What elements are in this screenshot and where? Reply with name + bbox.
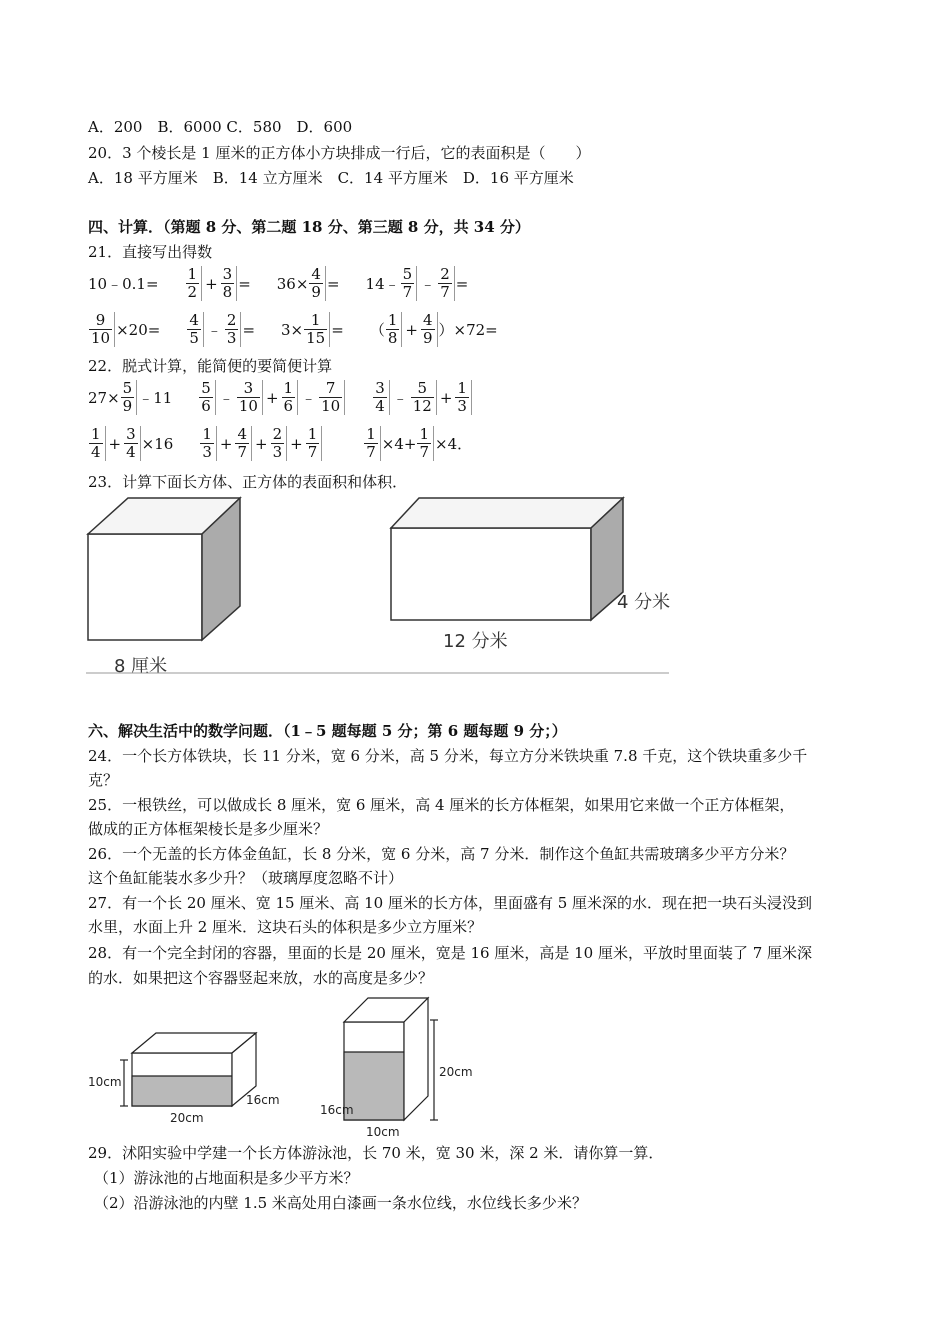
q29-part2: （2）沿游泳池的内壁 1.5 米高处用白漆画一条水位线，水位线长多少米？ bbox=[94, 1194, 587, 1212]
fraction: $\frac{1}{2}$ bbox=[186, 266, 203, 301]
fraction: $\frac{3}{4}$ bbox=[124, 426, 141, 461]
fraction: $\frac{1}{4}$ bbox=[89, 426, 106, 461]
fraction: $\frac{2}{7}$ bbox=[438, 266, 455, 301]
tall-height-label: 20cm bbox=[439, 1065, 473, 1079]
fraction: $\frac{5}{7}$ bbox=[401, 266, 418, 301]
fraction: $\frac{4}{7}$ bbox=[235, 426, 252, 461]
fraction: $\frac{7}{10}$ bbox=[319, 380, 345, 415]
q28-figure bbox=[86, 990, 476, 1140]
q19-options: A．200 B．6000 C．580 D．600 bbox=[88, 118, 353, 136]
q21-stem: 21．直接写出得数 bbox=[88, 243, 213, 261]
q23-figure bbox=[86, 492, 671, 682]
fraction: $\frac{9}{10}$ bbox=[89, 312, 115, 347]
q24-line2: 克？ bbox=[88, 771, 119, 789]
flat-height-label: 10cm bbox=[88, 1075, 122, 1089]
q27-line1: 27．有一个长 20 厘米、宽 15 厘米、高 10 厘米的长方体，里面盛有 5 厘米深的水．现在把一块石头浸没到 bbox=[88, 894, 813, 912]
q26-line1: 26．一个无盖的长方体金鱼缸，长 8 分米，宽 6 分米，高 7 分米．制作这个鱼缸共需玻璃多少平方分米？ bbox=[88, 845, 795, 863]
fraction: $\frac{4}{9}$ bbox=[309, 266, 326, 301]
fraction: $\frac{1}{3}$ bbox=[455, 380, 472, 415]
fraction: $\frac{1}{8}$ bbox=[386, 312, 403, 347]
q22-stem: 22．脱式计算，能简便的要简便计算 bbox=[88, 357, 333, 375]
fraction: $\frac{1}{3}$ bbox=[200, 426, 217, 461]
q24-line1: 24．一个长方体铁块，长 11 分米，宽 6 分米，高 5 分米，每立方分米铁块重 7.8 千克，这个铁块重多少千 bbox=[88, 747, 808, 765]
cuboid-length-label: 12 分米 bbox=[443, 631, 508, 652]
q28-line2: 的水．如果把这个容器竖起来放，水的高度是多少？ bbox=[88, 969, 434, 987]
cuboid-shape bbox=[391, 498, 623, 620]
q25-line2: 做成的正方体框架棱长是多少厘米？ bbox=[88, 820, 329, 838]
tall-length-label: 10cm bbox=[366, 1125, 400, 1139]
cube-edge-label: 8 厘米 bbox=[114, 656, 168, 677]
q25-line1: 25．一根铁丝，可以做成长 8 厘米，宽 6 厘米，高 4 厘米的长方体框架，如果用它来做一个正方体框架， bbox=[88, 796, 795, 814]
q23-stem: 23．计算下面长方体、正方体的表面积和体积． bbox=[88, 473, 408, 491]
fraction: $\frac{5}{9}$ bbox=[121, 380, 138, 415]
fraction: $\frac{3}{4}$ bbox=[373, 380, 390, 415]
fraction: $\frac{2}{3}$ bbox=[271, 426, 288, 461]
fraction: $\frac{5}{12}$ bbox=[411, 380, 437, 415]
q28-line1: 28．有一个完全封闭的容器，里面的长是 20 厘米，宽是 16 厘米，高是 10 厘米，平放时里面装了 7 厘米深 bbox=[88, 944, 813, 962]
fraction: $\frac{3}{8}$ bbox=[221, 266, 238, 301]
q21-row2: $\frac{9}{10}$ ×20= $\frac{4}{5}$ ﹣ $\frac{2}{3}$ = 3× $\frac{1}{15}$ = （ $\frac{1}{8}$ + $\frac{4}{9}$ ）×72= bbox=[91, 311, 498, 347]
q20-options: A．18 平方厘米 B．14 立方厘米 C．14 平方厘米 D．16 平方厘米 bbox=[88, 169, 574, 187]
fraction: $\frac{1}{7}$ bbox=[306, 426, 323, 461]
flat-length-label: 20cm bbox=[170, 1111, 204, 1125]
cube-shape bbox=[88, 498, 240, 640]
fraction: $\frac{2}{3}$ bbox=[225, 312, 242, 347]
q21-row1: 10﹣0.1= $\frac{1}{2}$ + $\frac{3}{8}$ = 36× $\frac{4}{9}$ = 14﹣ $\frac{5}{7}$ ﹣ $\frac{2}{7}$ = bbox=[88, 265, 469, 301]
fraction: $\frac{1}{6}$ bbox=[282, 380, 299, 415]
q22-row1: 27× $\frac{5}{9}$ ﹣11 $\frac{5}{6}$ ﹣ $\frac{3}{10}$ + $\frac{1}{6}$ ﹣ $\frac{7}{10}$ $\frac{3}{4}$ ﹣ $\frac{5}{12}$ + $\frac{1}{3}$ bbox=[88, 380, 473, 415]
q26-line2: 这个鱼缸能装水多少升？（玻璃厚度忽略不计） bbox=[88, 869, 404, 887]
q22-row2: $\frac{1}{4}$ + $\frac{3}{4}$ ×16 $\frac{1}{3}$ + $\frac{4}{7}$ + $\frac{2}{3}$ + $\frac{1}{7}$ $\frac{1}{7}$ ×4+ $\frac{1}{7}$ ×4． bbox=[91, 425, 473, 461]
tall-container bbox=[344, 998, 438, 1120]
flat-container bbox=[120, 1033, 256, 1106]
fraction: $\frac{1}{15}$ bbox=[304, 312, 330, 347]
section4-title: 四、计算．（第题 8 分、第二题 18 分、第三题 8 分，共 34 分） bbox=[88, 218, 530, 236]
fraction: $\frac{4}{9}$ bbox=[421, 312, 438, 347]
section6-title: 六、解决生活中的数学问题．（1﹣5 题每题 5 分；第 6 题每题 9 分；） bbox=[88, 722, 567, 740]
fraction: $\frac{3}{10}$ bbox=[237, 380, 263, 415]
fraction: $\frac{4}{5}$ bbox=[187, 312, 204, 347]
fraction: $\frac{1}{7}$ bbox=[417, 426, 434, 461]
flat-width-label: 16cm bbox=[246, 1093, 280, 1107]
q29-part1: （1）游泳池的占地面积是多少平方米？ bbox=[94, 1169, 359, 1187]
q20-stem: 20．3 个棱长是 1 厘米的正方体小方块排成一行后，它的表面积是（ ） bbox=[88, 144, 591, 162]
q27-line2: 水里，水面上升 2 厘米．这块石头的体积是多少立方厘米？ bbox=[88, 918, 483, 936]
cuboid-side-label: 4 分米 bbox=[617, 592, 671, 613]
tall-width-label: 16cm bbox=[320, 1103, 354, 1117]
q21-expr-1: 10﹣0.1= bbox=[88, 275, 159, 293]
q29-stem: 29．沭阳实验中学建一个长方体游泳池，长 70 米，宽 30 米，深 2 米．请你算一算． bbox=[88, 1144, 664, 1162]
fraction: $\frac{5}{6}$ bbox=[199, 380, 216, 415]
fraction: $\frac{1}{7}$ bbox=[364, 426, 381, 461]
